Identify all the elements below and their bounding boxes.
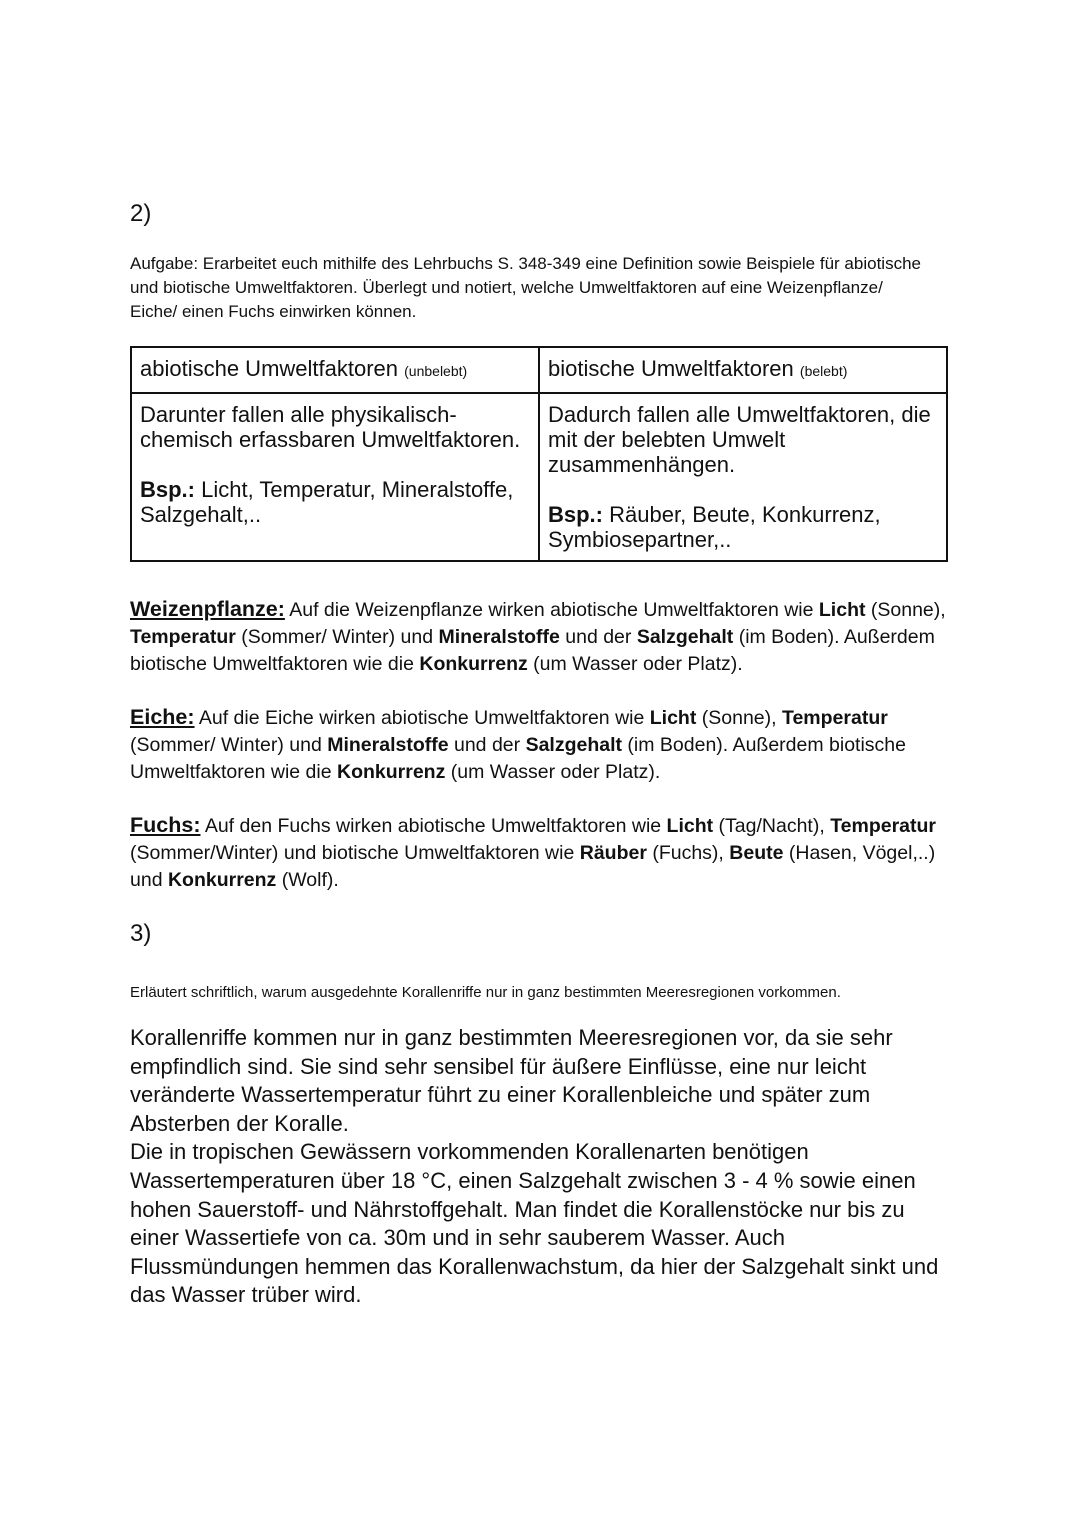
biotic-cell: [539, 393, 947, 561]
answer-paragraph-2: Die in tropischen Gewässern vorkommenden Korallenarten benötigen Wassertemperaturen über 18 °C, einen Salzgehalt zwischen 3 - 4 % sowie einen hohen Sauerstoff- und Nährstoffgehalt. Man findet die Korallenstöcke nur bis zu einer Wassertiefe von ca. 30m und in sehr sauberem Wasser. Auch Flussmündungen hemmen das Korallenwachstum, da hier der Salzgehalt sinkt und das Wasser trüber wird.: [130, 1139, 939, 1308]
answer-text: [130, 1024, 950, 1310]
abiotic-cell: [131, 393, 539, 561]
abiotic-example: Bsp.: Licht, Temperatur, Mineralstoffe, Salzgehalt,..: [140, 477, 514, 527]
paragraph-eiche: Eiche: Auf die Eiche wirken abiotische Umweltfaktoren wie Licht (Sonne), Temperatur (Sommer/ Winter) und Mineralstoffe und der Salzgehalt (im Boden). Außerdem biotische Umweltfaktoren wie die Konkurrenz (um Wasser oder Platz).: [130, 705, 906, 783]
table-body-row: [131, 393, 947, 561]
biotic-header-title: biotische Umweltfaktoren: [548, 356, 794, 381]
section-3-number: 3): [130, 920, 152, 947]
abiotic-definition: Darunter fallen alle physikalisch-chemisch erfassbaren Umweltfaktoren.: [140, 402, 521, 452]
paragraph-fuchs: Fuchs: Auf den Fuchs wirken abiotische Umweltfaktoren wie Licht (Tag/Nacht), Temperatur (Sommer/Winter) und biotische Umweltfaktoren wie Räuber (Fuchs), Beute (Hasen, Vögel,..) und Konkurrenz (Wolf).: [130, 813, 937, 891]
biotic-header: [539, 347, 947, 393]
instruction-text: Erläutert schriftlich, warum ausgedehnte Korallenriffe nur in ganz bestimmten Meeresregionen vorkommen.: [130, 984, 841, 1001]
abiotic-header: [131, 347, 539, 393]
table-header-row: [131, 347, 947, 393]
task-text: Aufgabe: Erarbeitet euch mithilfe des Lehrbuchs S. 348-349 eine Definition sowie Beispiele für abiotische und biotische Umweltfaktoren. Überlegt und notiert, welche Umweltfaktoren auf eine Weizenpflanze/ Eiche/ einen Fuchs einwirken können.: [130, 254, 921, 321]
answer-paragraph-1: Korallenriffe kommen nur in ganz bestimmten Meeresregionen vor, da sie sehr empfindlich sind. Sie sind sehr sensibel für äußere Einflüsse, eine nur leicht veränderte Wassertemperatur führt zu einer Korallenbleiche und später zum Absterben der Koralle.: [130, 1025, 893, 1136]
abiotic-header-title: abiotische Umweltfaktoren: [140, 356, 399, 381]
biotic-definition: Dadurch fallen alle Umweltfaktoren, die mit der belebten Umwelt zusammenhängen.: [548, 402, 931, 477]
abiotic-header-note: (unbelebt): [404, 363, 468, 379]
biotic-example: Bsp.: Räuber, Beute, Konkurrenz, Symbiosepartner,..: [548, 502, 881, 552]
environmental-factors-table: [130, 346, 948, 562]
paragraph-weizenpflanze: Weizenpflanze: Auf die Weizenpflanze wirken abiotische Umweltfaktoren wie Licht (Sonne), Temperatur (Sommer/ Winter) und Mineralstoffe und der Salzgehalt (im Boden). Außerdem biotische Umweltfaktoren wie die Konkurrenz (um Wasser oder Platz).: [130, 597, 946, 675]
section-2-number: 2): [130, 200, 152, 227]
biotic-header-note: (belebt): [799, 363, 848, 379]
